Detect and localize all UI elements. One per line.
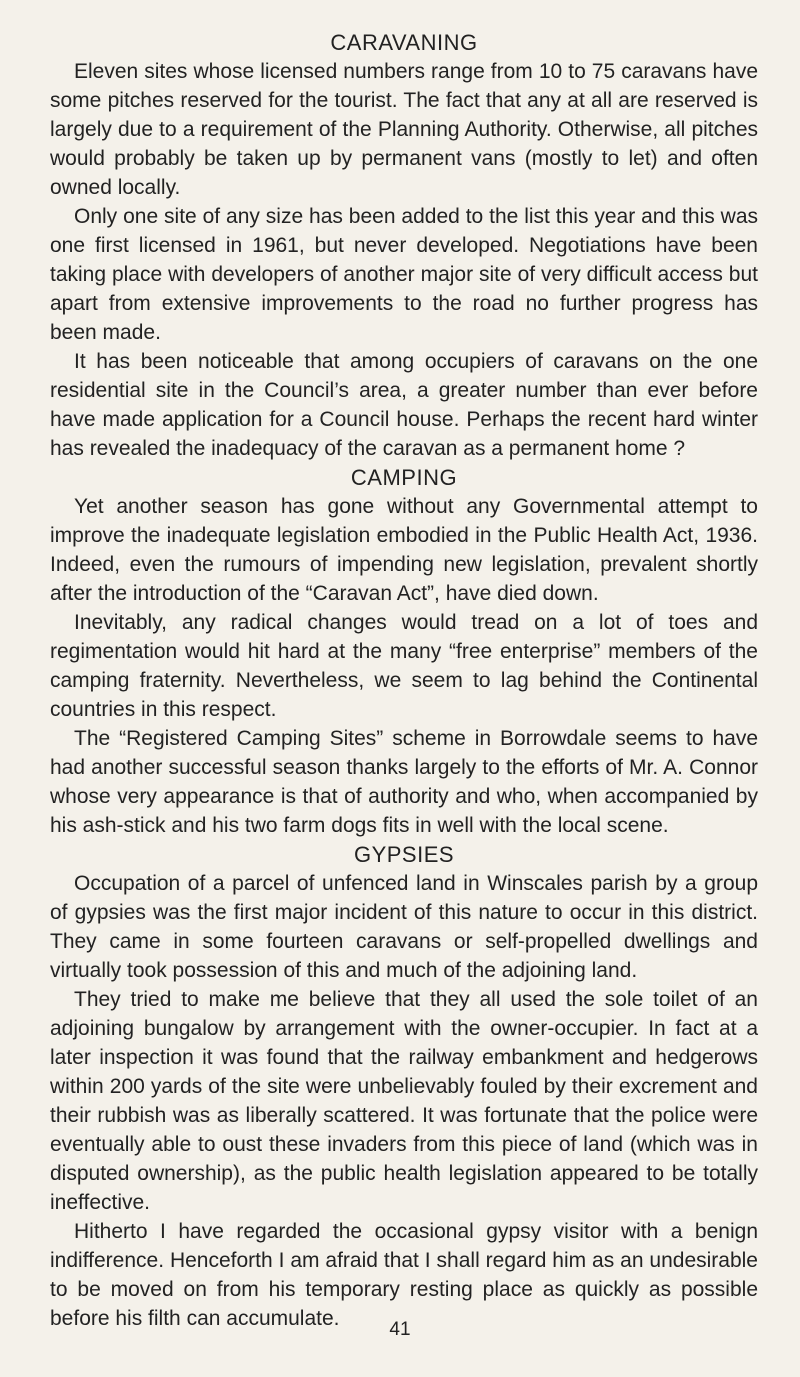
paragraph: They tried to make me believe that they all used the sole toilet of an adjoining bungalow by arrangement with the owner-occupier. In fact at a later inspection it was found that the railway embankment and hedgerows within 200 yards of the site were unbelievably fouled by their excrement and their rubbish was as liberally scattered. It was fortunate that the police were eventually able to oust these invaders from this piece of land (which was in disputed ownership), as the public health legislation appeared to be totally ineffective. <box>50 988 758 1214</box>
paragraph: Eleven sites whose licensed numbers range from 10 to 75 caravans have some pitches reserved for the tourist. The fact that any at all are reserved is largely due to a requirement of the Planning Authority. Otherwise, all pitches would probably be taken up by permanent vans (mostly to let) and often owned locally. <box>50 60 758 199</box>
paragraph: Inevitably, any radical changes would tread on a lot of toes and regimentation would hit hard at the many “free enterprise” members of the camping fraternity. Nevertheless, we seem to lag behind the Continental countries in this respect. <box>50 611 758 721</box>
paragraph: Occupation of a parcel of unfenced land in Winscales parish by a group of gypsies was the first major incident of this nature to occur in this district. They came in some fourteen caravans or self-propelled dwellings and virtually took possession of this and much of the adjoining land. <box>50 872 758 982</box>
paragraph: It has been noticeable that among occupiers of caravans on the one residential site in the Council’s area, a greater number than ever before have made application for a Council house. Perhaps the recent hard winter has revealed the inadequacy of the caravan as a permanent home ? <box>50 350 758 460</box>
paragraph: The “Registered Camping Sites” scheme in Borrowdale seems to have had another successful season thanks largely to the efforts of Mr. A. Connor whose very appearance is that of authority and who, when accompanied by his ash-stick and his two farm dogs fits in well with the local scene. <box>50 727 758 837</box>
section-camping <box>50 463 758 840</box>
page-number: 41 <box>389 1319 411 1340</box>
paragraph: Only one site of any size has been added to the list this year and this was one first licensed in 1961, but never developed. Negotiations have been taking place with developers of another major site of very difficult access but apart from extensive improvements to the road no further progress has been made. <box>50 205 758 344</box>
section-heading-caravaning: CARAVANING <box>330 30 478 55</box>
paragraph: Hitherto I have regarded the occasional gypsy visitor with a benign indifference. Henceforth I am afraid that I shall regard him as an undesirable to be moved on from his temporary resting place as quickly as possible before his filth can accumulate. <box>50 1220 758 1330</box>
section-heading-gypsies: GYPSIES <box>353 842 455 867</box>
section-gypsies <box>50 840 758 1333</box>
section-heading-camping: CAMPING <box>350 465 458 490</box>
section-caravaning <box>50 28 758 463</box>
paragraph: Yet another season has gone without any Governmental attempt to improve the inadequate legislation embodied in the Public Health Act, 1936. Indeed, even the rumours of impending new legislation, prevalent shortly after the introduction of the “Caravan Act”, have died down. <box>50 495 758 605</box>
